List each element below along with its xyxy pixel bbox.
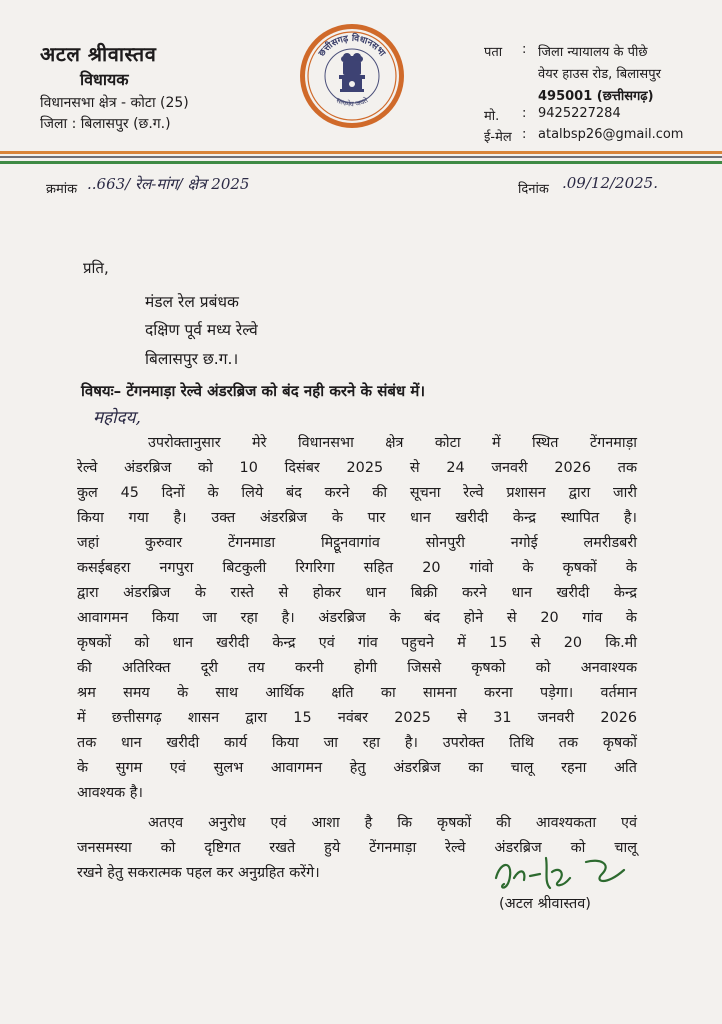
handwritten-signature — [490, 848, 630, 896]
header-rule-saffron — [0, 151, 722, 154]
recipient-line-1: मंडल रेल प्रबंधक — [145, 293, 239, 311]
date-label: दिनांक — [518, 182, 549, 197]
body-line: तक धान खरीदी कार्य किया जा रहा है। उपरोक्त तिथि तक कृषकों — [77, 735, 637, 751]
body-line: रेल्वे अंडरब्रिज को 10 दिसंबर 2025 से 24 जनवरी 2026 तक — [77, 460, 637, 476]
assembly-seal-emblem — [297, 20, 407, 132]
recipient-line-3: बिलासपुर छ.ग.। — [145, 350, 239, 368]
email-address: atalbsp26@gmail.com — [538, 127, 684, 142]
address-line-1: जिला न्यायालय के पीछे — [538, 45, 648, 60]
recipient-to: प्रति, — [83, 259, 109, 277]
mobile-number: 9425227284 — [538, 106, 621, 121]
seal-top-text: छत्तीसगढ़ विधानसभा — [317, 33, 387, 59]
address-line-2: वेयर हाउस रोड, बिलासपुर — [538, 67, 661, 82]
salutation-handwritten: महोदय, — [93, 408, 141, 428]
body-line: श्रम समय के साथ आर्थिक क्षति का सामना करना पड़ेगा। वर्तमान — [77, 685, 637, 701]
body-line: आवश्यक है। — [77, 785, 143, 801]
address-colon: : — [522, 42, 527, 57]
address-label: पता — [484, 45, 503, 60]
closing-line: अतएव अनुरोध एवं आशा है कि कृषकों की आवश्यकता एवं — [148, 815, 637, 831]
header-rule-green — [0, 161, 722, 164]
letter-subject: विषयः– टेंगनमाड़ा रेल्वे अंडरब्रिज को बंद नही करने के संबंध में। — [81, 382, 426, 400]
closing-line: रखने हेतु सकरात्मक पहल कर अनुग्रहित करेंगे। — [77, 865, 320, 881]
body-line: में छत्तीसगढ़ शासन द्वारा 15 नवंबर 2025 से 31 जनवरी 2026 — [77, 710, 637, 726]
reference-number-handwritten: ..663/ रेल-मांग/ क्षेत्र 2025 — [87, 175, 250, 193]
reference-label: क्रमांक — [46, 182, 78, 197]
body-line: द्वारा अंडरब्रिज के रास्ते से होकर धान बिक्री करने धान खरीदी केन्द्र — [77, 585, 637, 601]
body-line: आवागमन किया जा रहा है। अंडरब्रिज के बंद होने से 20 गांव के — [77, 610, 637, 626]
body-line: की अतिरिक्त दूरी तय करनी होगी जिससे कृषको को अनवाश्यक — [77, 660, 637, 676]
closing-line: जनसमस्या को दृष्टिगत रखते हुये टेंगनमाड़ा रेल्वे अंडरब्रिज को चालू — [77, 840, 637, 856]
date-handwritten: .09/12/2025. — [562, 174, 658, 192]
body-line: कृषकों को धान खरीदी केन्द्र एवं गांव पहुचने में 15 से 20 कि.मी — [77, 635, 637, 651]
body-line: उपरोक्तानुसार मेरे विधानसभा क्षेत्र कोटा में स्थित टेंगनमाड़ा — [148, 435, 637, 451]
email-colon: : — [522, 127, 527, 142]
sender-designation: विधायक — [80, 70, 129, 89]
sender-constituency: विधानसभा क्षेत्र - कोटा (25) — [40, 95, 189, 111]
sender-name: अटल श्रीवास्तव — [40, 42, 157, 66]
header-rule-grey — [0, 156, 722, 158]
body-line: कसईबहरा नगपुरा बिटकुली रिगरिगा सहित 20 गांवो के कृषकों के — [77, 560, 637, 576]
body-line: जहां कुरुवार टेंगनमाडा मिट्ठूनवागांव सोनपुरी नगोई लमरीडबरी — [77, 535, 637, 551]
body-line: किया गया है। उक्त अंडरब्रिज के पार धान खरीदी केन्द्र स्थापित है। — [77, 510, 637, 526]
sender-district: जिला : बिलासपुर (छ.ग.) — [40, 116, 171, 132]
recipient-line-2: दक्षिण पूर्व मध्य रेल्वे — [145, 321, 258, 339]
body-line: के सुगम एवं सुलभ आवागमन हेतु अंडरब्रिज का चालू रहना अति — [77, 760, 637, 776]
email-label: ई-मेल — [484, 130, 512, 145]
address-line-3: 495001 (छत्तीसगढ़) — [538, 89, 654, 104]
mobile-colon: : — [522, 106, 527, 121]
body-line: कुल 45 दिनों के लिये बंद करने की सूचना रेल्वे प्रशासन द्वारा जारी — [77, 485, 637, 501]
signatory-name: (अटल श्रीवास्तव) — [499, 896, 591, 912]
seal-motto: सत्यमेव जयते — [334, 96, 370, 109]
mobile-label: मो. — [484, 109, 500, 124]
